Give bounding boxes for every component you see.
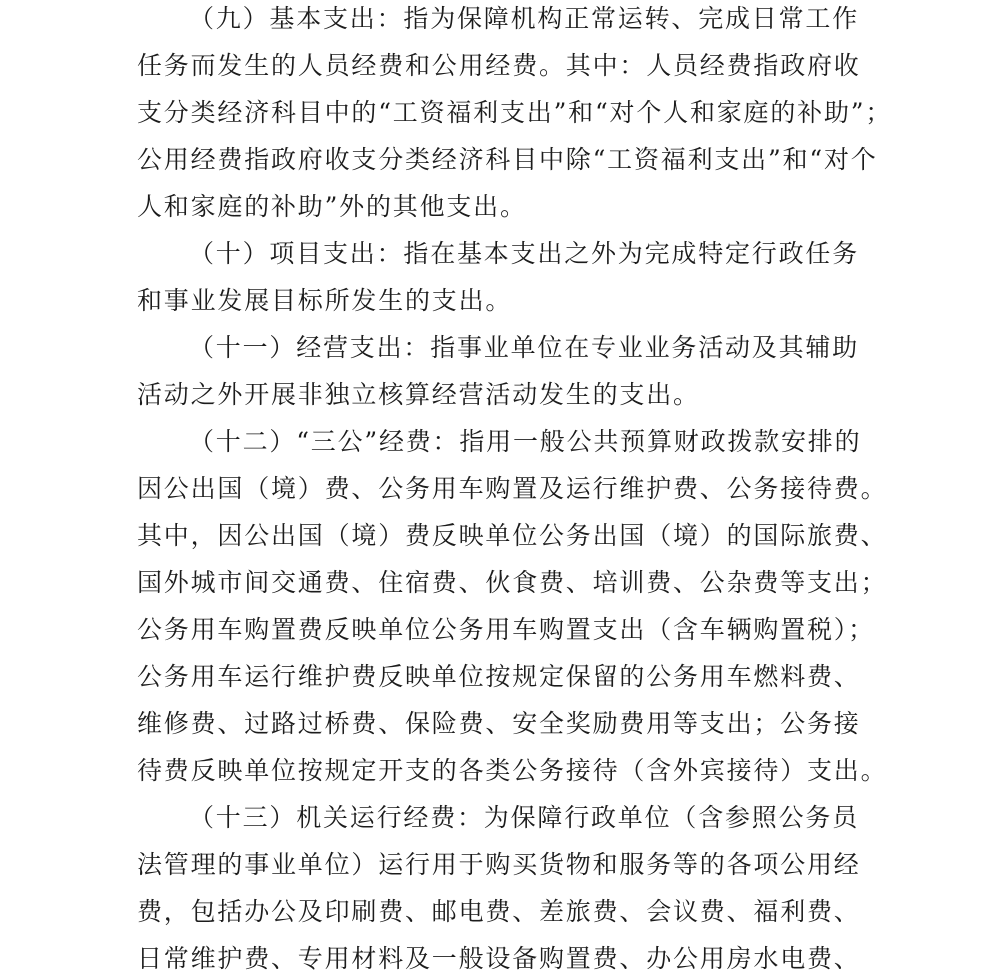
text-line: 公用经费指政府收支分类经济科目中除“工资福利支出”和“对个 xyxy=(137,145,878,174)
text-line: 日常维护费、专用材料及一般设备购置费、办公用房水电费、 xyxy=(137,944,861,973)
text-line: 法管理的事业单位）运行用于购买货物和服务等的各项公用经 xyxy=(137,850,861,879)
text-line: 待费反映单位按规定开支的各类公务接待（含外宾接待）支出。 xyxy=(137,756,888,785)
text-line: （十二）“三公”经费：指用一般公共预算财政拨款安排的 xyxy=(189,427,862,456)
text-line: 国外城市间交通费、住宿费、伙食费、培训费、公杂费等支出； xyxy=(137,568,888,597)
paragraph-three-public-expenses xyxy=(137,418,967,794)
text-line: 和事业发展目标所发生的支出。 xyxy=(137,286,513,315)
text-line: 因公出国（境）费、公务用车购置及运行维护费、公务接待费。 xyxy=(137,474,888,503)
text-line: 维修费、过路过桥费、保险费、安全奖励费用等支出；公务接 xyxy=(137,709,861,738)
text-line: 其中，因公出国（境）费反映单位公务出国（境）的国际旅费、 xyxy=(137,521,888,550)
text-line: （十一）经营支出：指事业单位在专业业务活动及其辅助 xyxy=(189,333,860,362)
text-line: 人和家庭的补助”外的其他支出。 xyxy=(137,192,527,221)
paragraph-operating-expenditure xyxy=(137,324,967,418)
paragraph-basic-expenditure xyxy=(137,0,967,230)
text-line: 支分类经济科目中的“工资福利支出”和“对个人和家庭的补助”； xyxy=(137,98,893,127)
text-line: （十）项目支出：指在基本支出之外为完成特定行政任务 xyxy=(189,239,860,268)
text-line: 公务用车购置费反映单位公务用车购置支出（含车辆购置税）； xyxy=(137,615,875,644)
text-line: （十三）机关运行经费：为保障行政单位（含参照公务员 xyxy=(189,803,860,832)
text-line: 活动之外开展非独立核算经营活动发生的支出。 xyxy=(137,380,700,409)
text-line: 费，包括办公及印刷费、邮电费、差旅费、会议费、福利费、 xyxy=(137,897,861,926)
body-text xyxy=(137,0,967,976)
text-line: 公务用车运行维护费反映单位按规定保留的公务用车燃料费、 xyxy=(137,662,861,691)
text-line: 任务而发生的人员经费和公用经费。其中：人员经费指政府收 xyxy=(137,51,861,80)
paragraph-agency-operating-expenses xyxy=(137,794,967,976)
paragraph-project-expenditure xyxy=(137,230,967,324)
text-line: （九）基本支出：指为保障机构正常运转、完成日常工作 xyxy=(189,4,860,33)
